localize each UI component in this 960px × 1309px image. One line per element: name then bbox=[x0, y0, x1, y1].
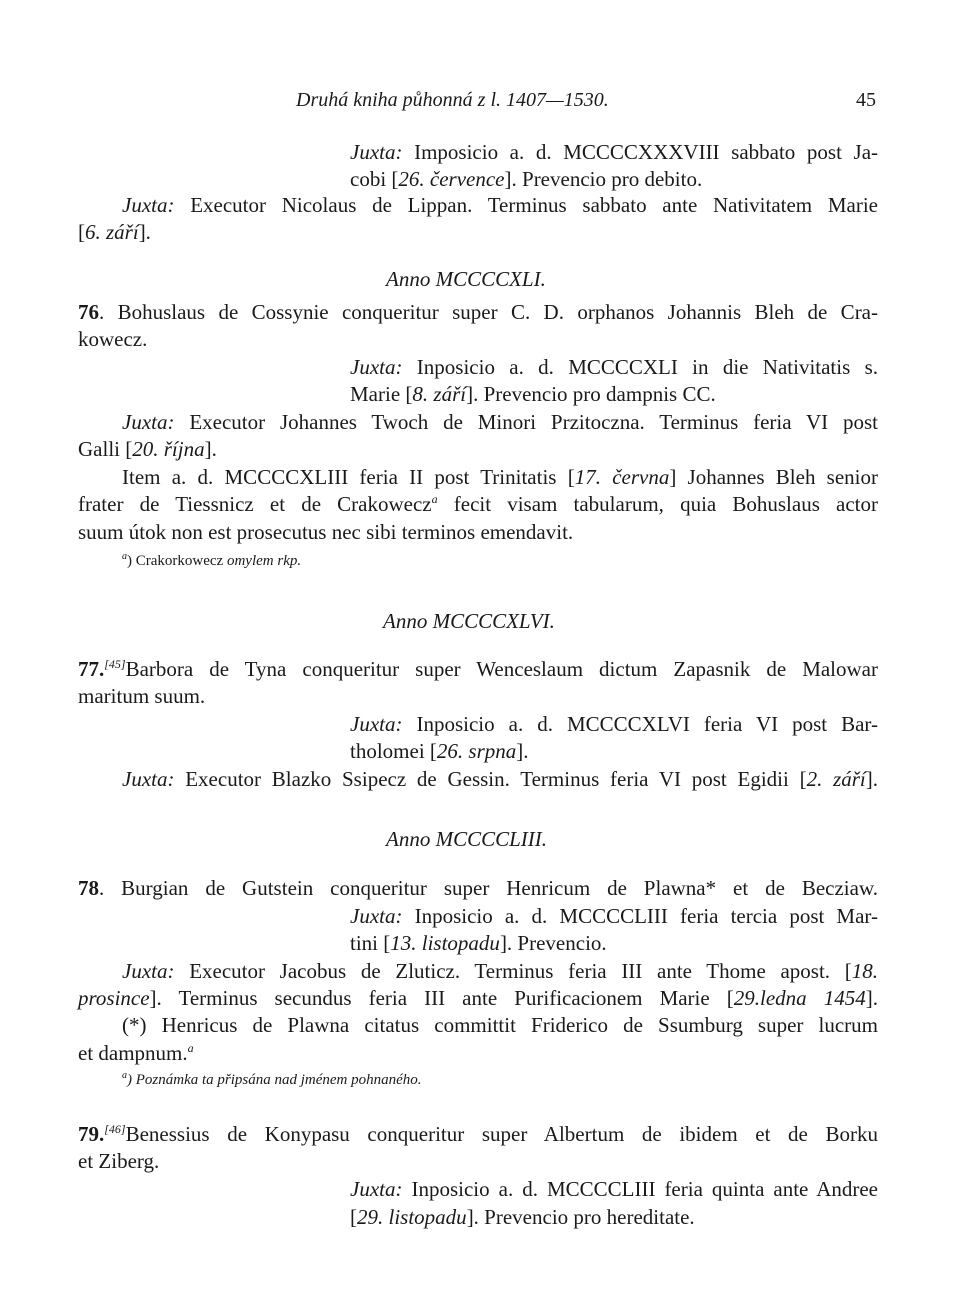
footnote-marker: a bbox=[187, 1041, 194, 1055]
footnote-marker: a bbox=[431, 492, 438, 506]
entry-number: 76 bbox=[78, 300, 99, 324]
page-number: 45 bbox=[856, 89, 876, 111]
juxta-line: Juxta: Executor Jacobus de Zluticz. Terminus feria III ante Thome apost. [18. bbox=[122, 959, 878, 983]
text-line: [6. září]. bbox=[78, 220, 151, 244]
text-line: tini [13. listopadu]. Prevencio. bbox=[350, 931, 607, 955]
text-line: cobi [26. července]. Prevencio pro debito. bbox=[350, 167, 703, 191]
text-line: Marie [8. září]. Prevencio pro dampnis CC. bbox=[350, 382, 716, 406]
section-heading: Anno MCCCCLIII. bbox=[386, 827, 548, 851]
juxta-line: Juxta: Inposicio a. d. MCCCCXLI in die Nativitatis s. bbox=[350, 355, 879, 379]
text-line: (*) Henricus de Plawna citatus committit Friderico de Ssumburg super lucrum bbox=[122, 1013, 878, 1037]
text-line: suum útok non est prosecutus nec sibi terminos emendavit. bbox=[78, 520, 574, 544]
text-line: [29. listopadu]. Prevencio pro hereditate. bbox=[350, 1205, 695, 1229]
entry-76-line: 76. Bohuslaus de Cossynie conqueritur super C. D. orphanos Johannis Bleh de Cra- bbox=[78, 300, 878, 324]
footnote: $^a$) Crakorkowecz omylem rkp. bbox=[122, 551, 302, 569]
text-line: et Ziberg. bbox=[78, 1149, 160, 1173]
juxta-line: Juxta: Inposicio a. d. MCCCCLIII feria tercia post Mar- bbox=[350, 904, 878, 928]
section-heading: Anno MCCCCXLI. bbox=[386, 267, 546, 291]
entry-79-line: 79.[46]Benessius de Konypasu conqueritur super Albertum de ibidem et de Borku bbox=[78, 1122, 878, 1146]
text-line: maritum suum. bbox=[78, 684, 206, 708]
juxta-line: Juxta: Executor Johannes Twoch de Minori Przitoczna. Terminus feria VI post bbox=[122, 410, 879, 434]
juxta-line: Juxta: Executor Nicolaus de Lippan. Terminus sabbato ante Nativitatem Marie bbox=[122, 193, 878, 217]
section-heading: Anno MCCCCXLVI. bbox=[383, 609, 555, 633]
text-line: et dampnum.$^a$ bbox=[78, 1041, 194, 1065]
entry-number: 79. bbox=[78, 1122, 105, 1146]
juxta-line: Juxta: Executor Blazko Ssipecz de Gessin. Terminus feria VI post Egidii [2. září]. bbox=[122, 767, 879, 791]
text-line: kowecz. bbox=[78, 327, 148, 351]
footnote: $^a$) Poznámka ta připsána nad jménem pohnaného. bbox=[122, 1070, 422, 1088]
entry-78-line: 78. Burgian de Gutstein conqueritur super Henricum de Plawna* et de Becziaw. bbox=[78, 876, 878, 900]
entry-number: 78 bbox=[78, 876, 99, 900]
juxta-line: Juxta: Inposicio a. d. MCCCCLIII feria quinta ante Andree bbox=[350, 1177, 878, 1201]
running-title: Druhá kniha půhonná z l. 1407—1530. bbox=[296, 89, 609, 111]
juxta-line: Juxta: Inposicio a. d. MCCCCXLVI feria VI post Bar- bbox=[350, 712, 878, 736]
text-line: Item a. d. MCCCCXLIII feria II post Trinitatis [17. června] Johannes Bleh senior bbox=[122, 465, 879, 489]
text-line: tholomei [26. srpna]. bbox=[350, 739, 529, 763]
juxta-line: Juxta: Imposicio a. d. MCCCCXXXVIII sabbato post Ja- bbox=[350, 140, 879, 164]
text-line: prosince]. Terminus secundus feria III ante Purificacionem Marie [29.ledna 1454]. bbox=[78, 986, 879, 1010]
text-line: Galli [20. října]. bbox=[78, 437, 217, 461]
text-line: frater de Tiessnicz et de Crakowecz$^a$ fecit visam tabularum, quia Bohuslaus actor bbox=[78, 492, 878, 516]
entry-77-line: 77.[45]Barbora de Tyna conqueritur super Wenceslaum dictum Zapasnik de Malowar bbox=[78, 657, 878, 681]
entry-number: 77. bbox=[78, 657, 105, 681]
